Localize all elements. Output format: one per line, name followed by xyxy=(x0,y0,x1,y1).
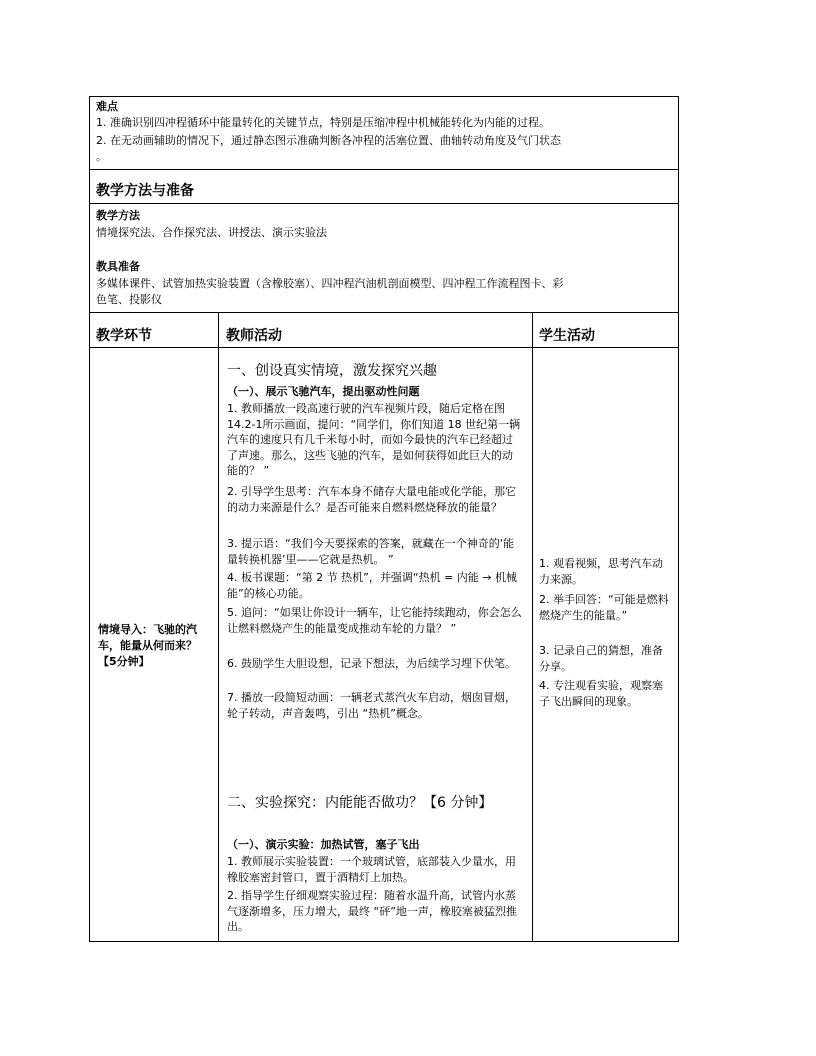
teacher-part2-step-2: 2. 指导学生仔细观察实验过程：随着水温升高，试管内水蒸气逐渐增多，压力增大，最终 “砰”地一声，橡胶塞被猛烈推出。 xyxy=(227,889,517,933)
lesson-plan-table xyxy=(89,96,679,942)
teacher-part2-step-1: 1. 教师展示实验装置：一个玻璃试管，底部装入少量水，用橡胶塞密封管口，置于酒精灯上加热。 xyxy=(227,855,516,884)
difficulty-item-2: 2. 在无动画辅助的情况下，通过静态图示准确判断各冲程的活塞位置、曲轴转动角度及气门状态 xyxy=(96,134,561,147)
difficulty-title: 难点 xyxy=(96,100,118,113)
header-teacher: 教师活动 xyxy=(226,328,282,344)
teacher-part1-step-2: 2. 引导学生思考：汽车本身不储存大量电能或化学能，那它的动力来源是什么？是否可能来自燃料燃烧释放的能量？ xyxy=(227,485,516,514)
table-header-row xyxy=(90,313,678,348)
methods-section xyxy=(90,170,678,313)
header-student: 学生活动 xyxy=(539,328,595,344)
teacher-part1-step-5: 5. 追问：“如果让你设计一辆车，让它能持续跑动，你会怎么让燃料燃烧产生的能量变成推动车轮的力量？ ” xyxy=(227,606,522,635)
teacher-part1-step-1: 1. 教师播放一段高速行驶的汽车视频片段，随后定格在图 14.2-1所示画面，提问：“同学们，你们知道 18 世纪第一辆汽车的速度只有几千米每小时，而如今最快的汽车已经超过了声速。那么，这些飞驰的汽车，是如何获得如此巨大的动能的？ ” xyxy=(227,402,521,477)
difficulty-section xyxy=(90,97,678,170)
tools-label: 教具准备 xyxy=(96,260,140,273)
student-cell xyxy=(533,348,679,941)
methods-text: 情境探究法、合作探究法、讲授法、演示实验法 xyxy=(96,226,327,239)
teacher-part1-title: 一、创设真实情境，激发探究兴趣 xyxy=(227,363,437,379)
teacher-part2-title: 二、实验探究：内能能否做功？【6 分钟】 xyxy=(227,795,493,811)
student-step-2: 2. 举手回答：“可能是燃料燃烧产生的能量。” xyxy=(539,593,669,622)
teacher-part1-step-7: 7. 播放一段简短动画：一辆老式蒸汽火车启动，烟囱冒烟，轮子转动，声音轰鸣，引出 “热机”概念。 xyxy=(227,691,516,720)
teacher-part1-step-6: 6. 鼓励学生大胆设想，记录下想法，为后续学习埋下伏笔。 xyxy=(227,657,516,670)
header-segment: 教学环节 xyxy=(96,328,152,344)
teacher-part1-step-4: 4. 板书课题：“第 2 节 热机”，并强调“热机 = 内能 → 机械能”的核心功能。 xyxy=(227,571,517,600)
methods-title-row xyxy=(90,170,678,204)
teacher-part1-step-3: 3. 提示语：“我们今天要探索的答案，就藏在一个神奇的‘能量转换机器’里——它就是热机。 ” xyxy=(227,537,515,566)
difficulty-item-1: 1. 准确识别四冲程循环中能量转化的关键节点，特别是压缩冲程中机械能转化为内能的过程。 xyxy=(96,116,550,129)
student-step-3: 3. 记录自己的猜想，准备分享。 xyxy=(539,644,663,673)
teacher-part1-subtitle: （一）、展示飞驰汽车，提出驱动性问题 xyxy=(227,385,420,398)
student-step-1: 1. 观看视频，思考汽车动力来源。 xyxy=(539,557,663,586)
teacher-part2-subtitle: （一）、演示实验：加热试管，塞子飞出 xyxy=(227,838,420,851)
student-step-4: 4. 专注观看实验，观察塞子飞出瞬间的现象。 xyxy=(539,679,663,708)
tools-text-line-1: 多媒体课件、试管加热实验装置（含橡胶塞）、四冲程汽油机剖面模型、四冲程工作流程图卡、彩 xyxy=(96,277,564,290)
difficulty-item-2-cont: 。 xyxy=(96,150,107,163)
table-body-row xyxy=(90,348,678,941)
tools-text-line-2: 色笔、投影仪 xyxy=(96,293,162,306)
segment-cell xyxy=(90,348,218,941)
segment-label: 情境导入：飞驰的汽车，能量从何而来？【5分钟】 xyxy=(98,623,197,668)
methods-label: 教学方法 xyxy=(96,209,140,222)
methods-section-title: 教学方法与准备 xyxy=(96,183,194,199)
teacher-cell xyxy=(219,348,532,941)
